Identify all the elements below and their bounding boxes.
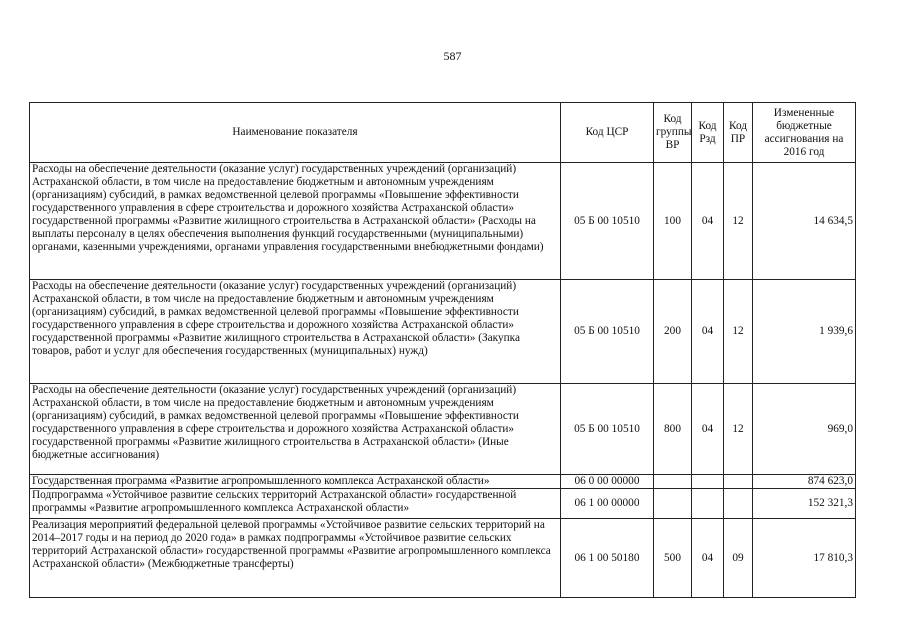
- header-rzd: Код Рзд: [692, 103, 724, 163]
- row-csr: 06 0 00 00000: [561, 475, 654, 489]
- row-pr: 12: [724, 280, 753, 384]
- table-header-row: [30, 103, 856, 163]
- row-vr: 200: [654, 280, 692, 384]
- budget-table: [29, 102, 856, 598]
- header-vr: Код группы ВР: [654, 103, 692, 163]
- row-amount: 152 321,3: [753, 489, 856, 519]
- table-row: [30, 384, 856, 475]
- row-pr: 12: [724, 384, 753, 475]
- row-pr: 12: [724, 163, 753, 280]
- row-vr: [654, 489, 692, 519]
- row-pr: 09: [724, 519, 753, 598]
- row-name: Государственная программа «Развитие агропромышленного комплекса Астраханской области»: [30, 475, 561, 489]
- table-row: [30, 280, 856, 384]
- table-row: [30, 475, 856, 489]
- row-csr: 05 Б 00 10510: [561, 163, 654, 280]
- row-rzd: 04: [692, 519, 724, 598]
- table-row: [30, 519, 856, 598]
- row-name: Подпрограмма «Устойчивое развитие сельских территорий Астраханской области» государственной программы «Развитие агропромышленного комплекса Астраханской области»: [30, 489, 561, 519]
- header-amount: Измененные бюджетные ассигнования на 2016 год: [753, 103, 856, 163]
- header-name: Наименование показателя: [30, 103, 561, 163]
- row-vr: 500: [654, 519, 692, 598]
- row-vr: 100: [654, 163, 692, 280]
- row-amount: 969,0: [753, 384, 856, 475]
- table-row: [30, 163, 856, 280]
- row-amount: 14 634,5: [753, 163, 856, 280]
- row-rzd: [692, 489, 724, 519]
- row-amount: 874 623,0: [753, 475, 856, 489]
- row-amount: 17 810,3: [753, 519, 856, 598]
- row-vr: 800: [654, 384, 692, 475]
- row-csr: 05 Б 00 10510: [561, 280, 654, 384]
- row-name: Реализация мероприятий федеральной целевой программы «Устойчивое развитие сельских территорий на 2014–2017 годы и на период до 2020 года» в рамках подпрограммы «Устойчивое развитие сельских территорий Астраханской области» государственной программы «Развитие агропромышленного комплекса Астраханской области» (Межбюджетные трансферты): [30, 519, 561, 598]
- row-amount: 1 939,6: [753, 280, 856, 384]
- row-name: Расходы на обеспечение деятельности (оказание услуг) государственных учреждений (организаций) Астраханской области, в том числе на предоставление бюджетным и автономным учреждениям (организациям) субсидий, в рамках ведомственной целевой программы «Повышение эффективности государственного управления в сфере строительства и дорожного хозяйства Астраханской области» государственной программы «Развитие жилищного строительства в Астраханской области» (Расходы на выплаты персоналу в целях обеспечения выполнения функций государственными (муниципальными) органами, казенными учреждениями, органами управления государственными внебюджетными фондами): [30, 163, 561, 280]
- header-pr: Код ПР: [724, 103, 753, 163]
- header-csr: Код ЦСР: [561, 103, 654, 163]
- row-rzd: [692, 475, 724, 489]
- row-csr: 05 Б 00 10510: [561, 384, 654, 475]
- row-name: Расходы на обеспечение деятельности (оказание услуг) государственных учреждений (организаций) Астраханской области, в том числе на предоставление бюджетным и автономным учреждениям (организациям) субсидий, в рамках ведомственной целевой программы «Повышение эффективности государственного управления в сфере строительства и дорожного хозяйства Астраханской области» государственной программы «Развитие жилищного строительства в Астраханской области» (Иные бюджетные ассигнования): [30, 384, 561, 475]
- row-rzd: 04: [692, 280, 724, 384]
- page-number: 587: [443, 49, 462, 63]
- row-csr: 06 1 00 00000: [561, 489, 654, 519]
- row-vr: [654, 475, 692, 489]
- row-pr: [724, 475, 753, 489]
- row-name: Расходы на обеспечение деятельности (оказание услуг) государственных учреждений (организаций) Астраханской области, в том числе на предоставление бюджетным и автономным учреждениям (организациям) субсидий, в рамках ведомственной целевой программы «Повышение эффективности государственного управления в сфере строительства и дорожного хозяйства Астраханской области» государственной программы «Развитие жилищного строительства в Астраханской области» (Закупка товаров, работ и услуг для обеспечения государственных (муниципальных) нужд): [30, 280, 561, 384]
- row-pr: [724, 489, 753, 519]
- row-rzd: 04: [692, 384, 724, 475]
- row-csr: 06 1 00 50180: [561, 519, 654, 598]
- table-row: [30, 489, 856, 519]
- row-rzd: 04: [692, 163, 724, 280]
